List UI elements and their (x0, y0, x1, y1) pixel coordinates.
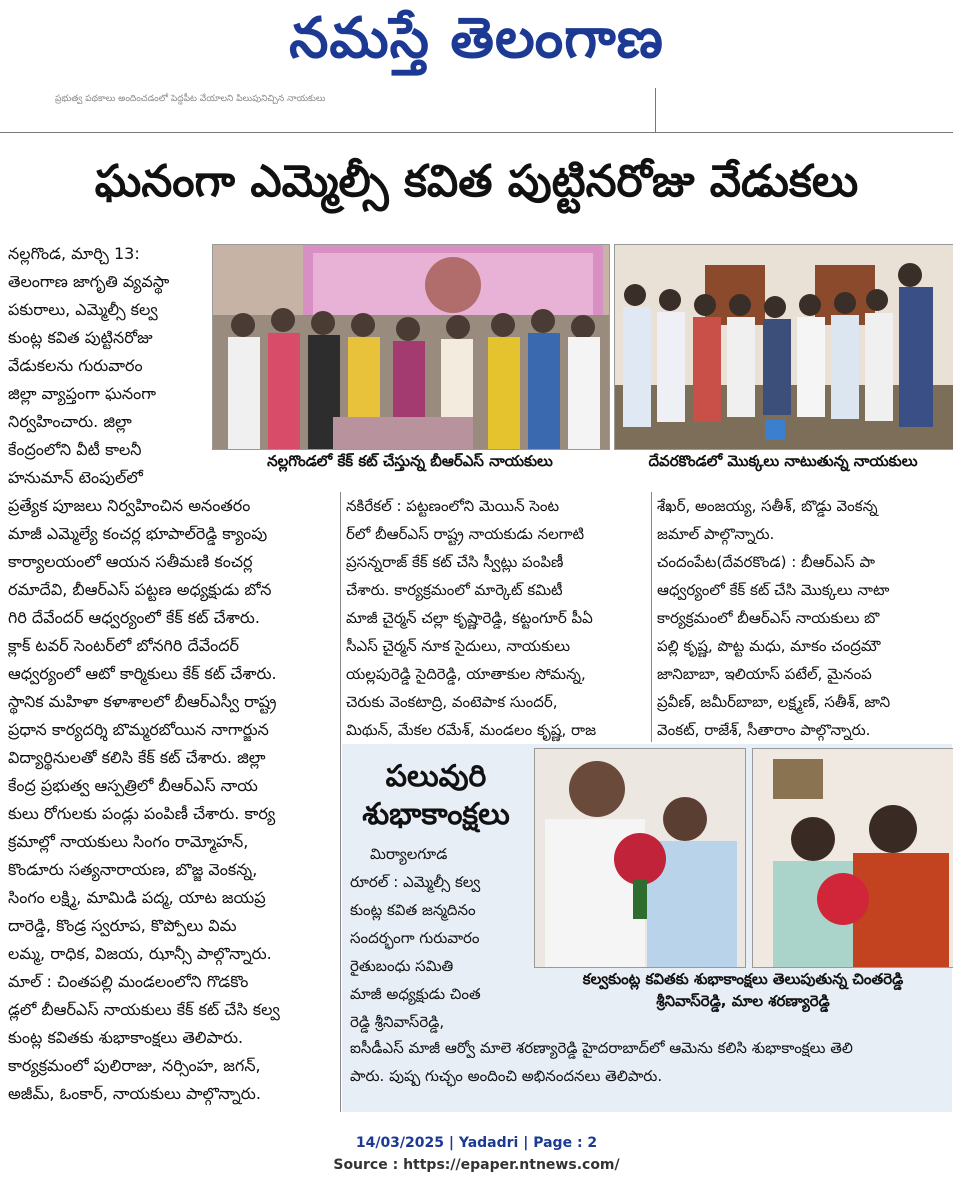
box-bottom-line: ఐసీడీఎస్ మాజీ ఆర్వో మాలె శరణ్యారెడ్డి హైదరాబాద్‌లో ఆమెను కలిసి శుభాకాంక్షలు తెలి (350, 1039, 853, 1057)
column-3 (657, 492, 951, 744)
greeting-photo-left (534, 748, 746, 968)
dateline: నల్లగొండ, మార్చి 13: (8, 244, 140, 263)
greeting-photo-right (752, 748, 953, 968)
col3-line: ఆధ్వర్యంలో కేక్ కట్ చేసి మొక్కలు నాటా (657, 581, 890, 599)
nalgonda-photo (212, 244, 610, 450)
col1-line: స్థానిక మహిళా కళాశాలలో బీఆర్‌ఎస్వీ రాష్ట్ర (8, 692, 277, 711)
col1-line: తెలంగాణ జాగృతి వ్యవస్థా (8, 272, 170, 291)
devarakonda-photo (614, 244, 953, 450)
newspaper-logo: నమస్తే తెలంగాణ (289, 6, 664, 71)
col2-line: యల్లపురెడ్డి సైదిరెడ్డి, యాతాకుల సోమన్న, (346, 665, 586, 683)
col1-line: కుంట్ల కవితకు శుభాకాంక్షలు తెలిపారు. (8, 1028, 244, 1047)
col1-line: కొండూరు సత్యనారాయణ, బొజ్జ వెంకన్న, (8, 860, 258, 879)
col1-line: క్రమాల్లో నాయకులు సింగం రామ్మోహన్, (8, 832, 249, 851)
col3-line: పల్లి కృష్ణ, పొట్ట మధు, మాకం చంద్రమౌ (657, 637, 881, 655)
box-line: కుంట్ల కవిత జన్మదినం (350, 901, 476, 919)
col2-line: చేశారు. కార్యక్రమంలో మార్కెట్ కమిటీ (346, 581, 563, 599)
greetings-title (346, 758, 526, 834)
col1-line: పకురాలు, ఎమ్మెల్సీ కల్వ (8, 300, 158, 319)
col1-line: కుంట్ల కవిత పుట్టినరోజు (8, 328, 153, 347)
col1-line: దారెడ్డి, కొండ్ర స్వరూప, కొప్పోలు విమ (8, 916, 237, 935)
greetings-title-line2: శుభాకాంక్షలు (362, 797, 510, 832)
col1-line: వేడుకలను గురువారం (8, 356, 143, 375)
col1-line: హనుమాన్ టెంపుల్‌లో (8, 468, 143, 487)
strip-divider (655, 88, 656, 132)
col2-line: ప్రసన్నరాజ్ కేక్ కట్ చేసి స్వీట్లు పంపిణీ (346, 553, 564, 571)
page-footer (0, 1132, 953, 1176)
col1-line: ప్రధాన కార్యదర్శి బొమ్మరబోయిన నాగార్జున (8, 720, 269, 739)
column-2 (346, 492, 646, 744)
col1-line: కేంద్రంలోని వీటీ కాలనీ (8, 440, 142, 459)
col1-line: జిల్లా వ్యాప్తంగా ఘనంగా (8, 384, 156, 403)
col3-line: జమాల్ పాల్గొన్నారు. (657, 525, 775, 543)
col3-line: ప్రవీణ్, జమీర్‌బాబా, లక్ష్మణ్, సతీశ్, జాని (657, 693, 891, 711)
col1-line: అజీమ్, ఓంకార్, నాయకులు పాల్గొన్నారు. (8, 1084, 261, 1103)
masthead (0, 0, 953, 80)
col2-line: సీఎస్ చైర్మన్ నూక సైదులు, నాయకులు (346, 637, 571, 655)
greetings-bottom-text (350, 1034, 948, 1090)
devarakonda-caption: దేవరకొండలో మొక్కలు నాటుతున్న నాయకులు (614, 450, 952, 472)
col1-line: ఆధ్వర్యంలో ఆటో కార్మికులు కేక్ కట్ చేశారు. (8, 664, 277, 683)
col1-line: కులు రోగులకు పండ్లు పంపిణీ చేశారు. కార్య (8, 804, 276, 823)
column-1-bottom (8, 492, 336, 1108)
greeting-caption (534, 968, 952, 1012)
footer-source-link[interactable]: Source : https://epaper.ntnews.com/ (333, 1157, 620, 1173)
column-1-top (8, 240, 204, 492)
col1-line: క్లాక్ టవర్ సెంటర్‌లో బోనగిరి దేవేందర్ (8, 636, 240, 655)
box-line: సందర్భంగా గురువారం (350, 929, 480, 947)
greeting-caption-line1: కల్వకుంట్ల కవితకు శుభాకాంక్షలు తెలుపుతున్న చింతరెడ్డి (582, 970, 904, 988)
greetings-text (350, 840, 528, 1036)
nalgonda-caption: నల్లగొండలో కేక్‌ కట్‌ చేస్తున్న బీఆర్‌ఎస్‌ నాయకులు (212, 450, 608, 472)
col2-line: చెరుకు వెంకటాద్రి, వంటెపాక సుందర్, (346, 693, 558, 711)
page-headline: ఘనంగా ఎమ్మెల్సీ కవిత పుట్టినరోజు వేడుకలు (94, 156, 859, 207)
col3-line: చందంపేట(దేవరకొండ) : బీఆర్‌ఎస్ పా (657, 553, 875, 571)
col2-line: నకిరేకల్ : పట్టణంలోని మెయిన్ సెంట (346, 497, 560, 515)
col2-line: మిథున్, మేకల రమేశ్, మండలం కృష్ణ, రాజ (346, 721, 597, 739)
greetings-title-line1: పలువురి (385, 759, 487, 794)
col3-line: శేఖర్, అంజయ్య, సతీశ్, బొడ్డు వెంకన్న (657, 497, 878, 515)
col1-line: కార్యాలయంలో ఆయన సతీమణి కంచర్ల (8, 552, 253, 571)
greeting-photo-right-image (753, 749, 953, 967)
devarakonda-photo-image (615, 245, 953, 449)
col3-line: కార్యక్రమంలో బీఆర్‌ఎస్ నాయకులు బొ (657, 609, 880, 627)
box-bottom-line: పారు. పుష్ప గుచ్ఛం అందించి అభినందనలు తెలిపారు. (350, 1067, 663, 1085)
col1-line: లమ్మ, రాధిక, విజయ, ఝాన్సీ పాల్గొన్నారు. (8, 944, 272, 963)
col1-line: కేంద్ర ప్రభుత్వ ఆస్పత్రిలో బీఆర్‌ఎస్ నాయ (8, 776, 258, 795)
col1-line: మాజీ ఎమ్మెల్యే కంచర్ల భూపాల్‌రెడ్డి క్యాంపు (8, 524, 268, 543)
box-line: మాజీ అధ్యక్షుడు చింత (350, 985, 481, 1003)
col1-line: డ్లలో బీఆర్‌ఎస్ నాయకులు కేక్ కట్ చేసి కల్వ (8, 1000, 280, 1019)
col2-line: ర్‌లో బీఆర్‌ఎస్ రాష్ట్ర నాయకుడు నలగాటి (346, 525, 585, 543)
greeting-caption-line2: శ్రీనివాస్‌రెడ్డి, మాల శరణ్యారెడ్డి (656, 992, 830, 1010)
box-line: రైతుబంధు సమితి (350, 957, 454, 975)
col1-line: మాల్ : చింతపల్లి మండలంలోని గొడకొం (8, 972, 249, 991)
col3-line: వెంకట్, రాజేశ్, సీతారాం పాల్గొన్నారు. (657, 721, 871, 739)
col1-line: రమాదేవి, బీఆర్‌ఎస్ పట్టణ అధ్యక్షుడు బోన (8, 580, 272, 599)
nalgonda-photo-image (213, 245, 609, 449)
column-divider (651, 492, 652, 742)
col1-line: కార్యక్రమంలో పులిరాజు, నర్సింహ, జగన్, (8, 1056, 261, 1075)
greeting-photo-left-image (535, 749, 745, 967)
column-divider (340, 492, 341, 1112)
box-line: రూరల్ : ఎమ్మెల్సీ కల్వ (350, 873, 481, 891)
footer-date-line: 14/03/2025 | Yadadri | Page : 2 (355, 1135, 598, 1151)
col1-line: విద్యార్థినులతో కలిసి కేక్ కట్ చేశారు. జిల్లా (8, 748, 266, 767)
box-line: రెడ్డి శ్రీనివాస్‌రెడ్డి, (350, 1013, 445, 1031)
col1-line: నిర్వహించారు. జిల్లా (8, 412, 132, 431)
col1-line: ప్రత్యేక పూజలు నిర్వహించిన అనంతరం (8, 496, 251, 515)
strip-text: ప్రభుత్వ పథకాలు అందించడంలో పెద్దపీట వేయాలని పిలుపునిచ్చిన నాయకులు (55, 94, 326, 104)
col1-line: సింగం లక్ష్మి, మామిడి పద్మ, యాట జయప్ర (8, 888, 266, 907)
col3-line: జానిబాబా, ఇలియాస్ పటేల్, మైనంప (657, 665, 872, 683)
col1-line: గిరి దేవేందర్ ఆధ్వర్యంలో కేక్ కట్ చేశారు. (8, 608, 260, 627)
box-line: మిర్యాలగూడ (370, 845, 448, 863)
top-strip (0, 88, 953, 133)
col2-line: మాజీ చైర్మన్ చల్లా కృష్ణారెడ్డి, కట్టంగూర్ పీఏ (346, 609, 593, 627)
